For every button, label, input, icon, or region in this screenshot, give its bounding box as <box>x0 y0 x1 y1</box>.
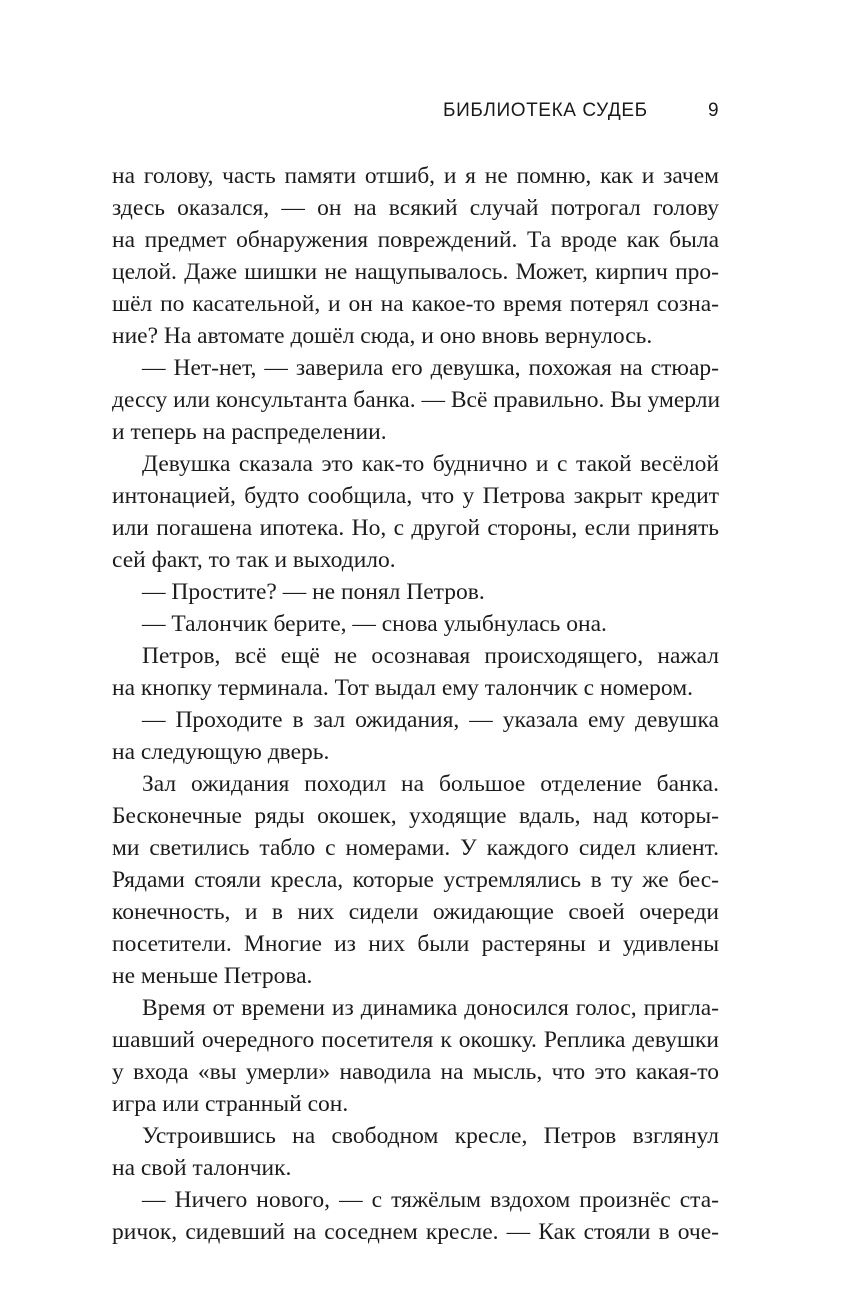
text-line: и теперь на распределении. <box>112 419 387 445</box>
text-line: Петров, всё ещё не осознавая происходящего, нажал <box>142 643 719 669</box>
text-line: — Простите? — не понял Петров. <box>142 579 485 605</box>
page-header <box>0 100 844 128</box>
text-line: — Проходите в зал ожидания, — указала ему девушка <box>142 707 719 733</box>
text-line: на следующую дверь. <box>112 739 330 765</box>
text-line: шавший очередного посетителя к окошку. Реплика девушки <box>112 1027 719 1053</box>
text-line: ми светились табло с номерами. У каждого сидел клиент. <box>112 835 719 861</box>
text-line: посетители. Многие из них были растеряны и удивлены <box>112 931 719 957</box>
text-line: не меньше Петрова. <box>112 963 313 989</box>
text-line: здесь оказался, — он на всякий случай потрогал голову <box>112 195 719 221</box>
text-line: сей факт, то так и выходило. <box>112 547 396 573</box>
text-line: Время от времени из динамика доносился голос, пригла- <box>142 995 719 1021</box>
text-line: — Ничего нового, — с тяжёлым вздохом произнёс ста- <box>142 1187 719 1213</box>
text-line: — Нет-нет, — заверила его девушка, похожая на стюар- <box>142 355 719 381</box>
text-line: Рядами стояли кресла, которые устремлялись в ту же бес- <box>112 867 719 893</box>
text-line: Устроившись на свободном кресле, Петров взглянул <box>142 1123 719 1149</box>
text-line: у входа «вы умерли» наводила на мысль, что это какая-то <box>112 1059 719 1085</box>
running-title: БИБЛИОТЕКА СУДЕБ <box>443 100 648 121</box>
text-line: на свой талончик. <box>112 1155 292 1181</box>
text-line: Бесконечные ряды окошек, уходящие вдаль, над которы- <box>112 803 719 829</box>
text-line: шёл по касательной, и он на какое-то время потерял созна- <box>112 291 719 317</box>
text-line: конечность, и в них сидели ожидающие своей очереди <box>112 899 719 925</box>
text-line: на кнопку терминала. Тот выдал ему талончик с номером. <box>112 675 693 701</box>
text-line: на голову, часть памяти отшиб, и я не помню, как и зачем <box>112 163 719 189</box>
page-number: 9 <box>708 100 719 121</box>
text-line: целой. Даже шишки не нащупывалось. Может, кирпич про- <box>112 259 719 285</box>
text-line: — Талончик берите, — снова улыбнулась она. <box>142 611 607 637</box>
text-line: Девушка сказала это как-то буднично и с такой весёлой <box>142 451 719 477</box>
body-text <box>112 160 719 1248</box>
text-line: интонацией, будто сообщила, что у Петрова закрыт кредит <box>112 483 719 509</box>
text-line: или погашена ипотека. Но, с другой стороны, если принять <box>112 515 719 541</box>
text-line: игра или странный сон. <box>112 1091 349 1117</box>
text-line: ричок, сидевший на соседнем кресле. — Как стояли в оче- <box>112 1219 719 1245</box>
text-line: ние? На автомате дошёл сюда, и оно вновь вернулось. <box>112 323 653 349</box>
text-line: на предмет обнаружения повреждений. Та вроде как была <box>112 227 719 253</box>
text-line: дессу или консультанта банка. — Всё правильно. Вы умерли <box>112 387 721 413</box>
text-line: Зал ожидания походил на большое отделение банка. <box>142 771 719 797</box>
